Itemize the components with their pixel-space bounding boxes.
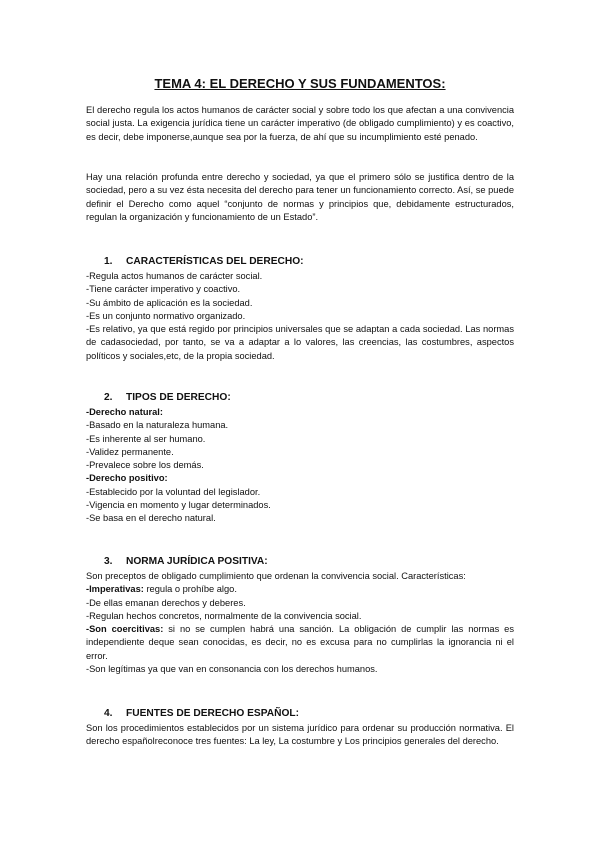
list-item: -Su ámbito de aplicación es la sociedad. xyxy=(86,297,253,308)
section-3-list xyxy=(86,570,514,676)
list-item: -Son coercitivas: si no se cumplen habrá una sanción. La obligación de cumplir las normas es independiente deque sean conocidas, es decir, no es excusa para no cumplirlas la ignorancia ni el error. xyxy=(86,624,514,661)
section-4-title: FUENTES DE DERECHO ESPAÑOL: xyxy=(126,708,300,719)
list-item: -Regula actos humanos de carácter social. xyxy=(86,271,263,281)
list-item: -Es inherente al ser humano. xyxy=(86,433,206,444)
section-2-list xyxy=(86,406,514,526)
section-2-title: TIPOS DE DERECHO: xyxy=(126,392,231,403)
list-item: -Establecido por la voluntad del legislador. xyxy=(86,486,261,497)
intro-paragraph-2: Hay una relación profunda entre derecho y sociedad, ya que el primero sólo se justifica dentro de la sociedad, pero a su vez ésta necesita del derecho para tener un funcionamiento correcto. Así, se puede definir el Derecho como aquel “conjunto de normas y principios que, debidamente estructurados, regulan la organización y funcionamiento de un Estado”. xyxy=(86,172,514,222)
section-1-number: 1. xyxy=(104,256,113,267)
subheading-derecho-positivo: -Derecho positivo: xyxy=(86,473,168,484)
page-title: TEMA 4: EL DERECHO Y SUS FUNDAMENTOS: xyxy=(154,76,446,91)
list-item: -De ellas emanan derechos y deberes. xyxy=(86,597,246,608)
list-item: -Son legítimas ya que van en consonancia con los derechos humanos. xyxy=(86,664,378,675)
list-item: -Prevalece sobre los demás. xyxy=(86,460,204,471)
section-3-title: NORMA JURÍDICA POSITIVA: xyxy=(126,556,268,567)
list-item: -Se basa en el derecho natural. xyxy=(86,513,216,524)
list-item: -Imperativas: regula o prohíbe algo. xyxy=(86,584,237,595)
list-item: -Es un conjunto normativo organizado. xyxy=(86,310,246,321)
section-4-paragraph: Son los procedimientos establecidos por un sistema jurídico para ordenar su producción normativa. El derecho españolreconoce tres fuentes: La ley, La costumbre y Los principios generales del derecho. xyxy=(86,723,514,747)
section-1-heading xyxy=(104,256,304,267)
section-1-list xyxy=(86,270,514,363)
section-1-title: CARACTERÍSTICAS DEL DERECHO: xyxy=(126,256,304,267)
list-item: -Vigencia en momento y lugar determinados. xyxy=(86,500,271,511)
section-3-number: 3. xyxy=(104,556,113,567)
list-item: -Es relativo, ya que está regido por principios universales que se adaptan a cada sociedad. Las normas de cadasociedad, por tanto, se va a adaptar a lo valores, las creencias, las costumbres, aspectos políticos y sociales,etc, de la propia sociedad. xyxy=(86,324,514,361)
intro-paragraph-1: El derecho regula los actos humanos de carácter social y sobre todo los que afectan a una convivencia social justa. La exigencia jurídica tiene un carácter imperativo (de obligado cumplimiento) y es coactivo, es decir, debe imponerse,aunque sea por la fuerza, de ahí que su incumplimiento esté penado. xyxy=(86,105,514,142)
list-item: -Regulan hechos concretos, normalmente de la convivencia social. xyxy=(86,610,362,621)
section-3-intro: Son preceptos de obligado cumplimiento que ordenan la convivencia social. Características: xyxy=(86,571,466,581)
subheading-derecho-natural: -Derecho natural: xyxy=(86,407,163,417)
section-3-heading xyxy=(104,556,268,567)
section-4-heading xyxy=(104,708,299,719)
list-item: -Tiene carácter imperativo y coactivo. xyxy=(86,284,241,295)
section-2-heading xyxy=(104,392,231,403)
section-4-number: 4. xyxy=(104,708,113,719)
list-item: -Basado en la naturaleza humana. xyxy=(86,420,229,431)
section-2-number: 2. xyxy=(104,392,113,403)
list-item: -Validez permanente. xyxy=(86,446,174,457)
